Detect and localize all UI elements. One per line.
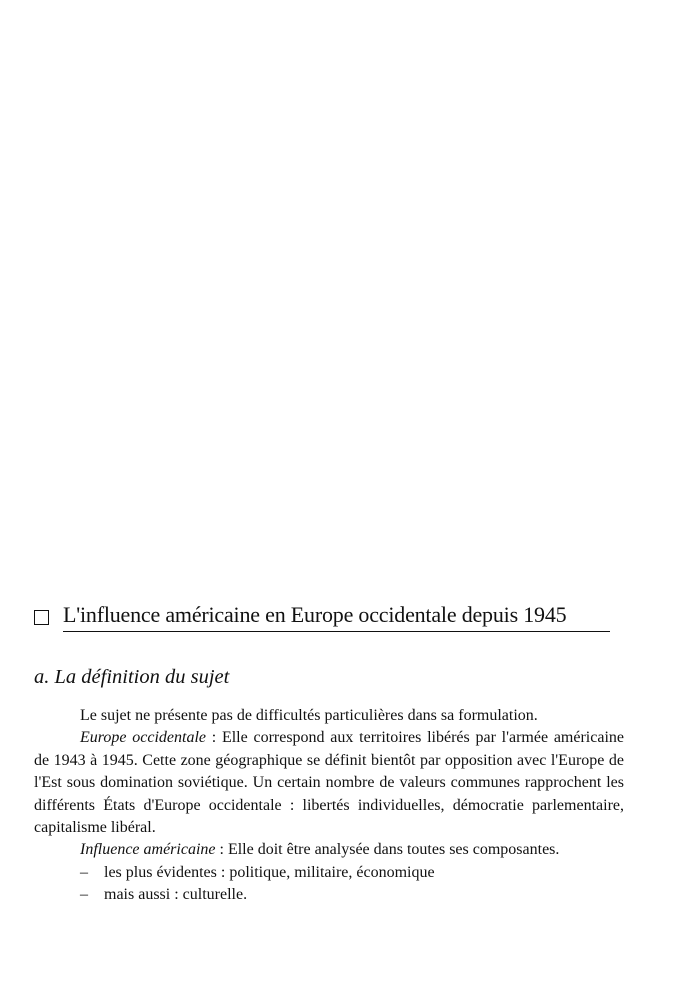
- page-title: L'influence américaine en Europe occidentale depuis 1945: [63, 601, 610, 632]
- list-item-text: les plus évidentes : politique, militaire, économique: [104, 863, 435, 881]
- dash-bullet: –: [80, 886, 88, 904]
- dash-bullet: –: [80, 863, 88, 881]
- checkbox-icon: [34, 610, 49, 625]
- list-item-text: mais aussi : culturelle.: [104, 886, 248, 904]
- section-title-row: [34, 601, 610, 632]
- paragraph-2-text: : Elle correspond aux territoires libérés par l'armée américaine de 1943 à 1945. Cette zone géographique se définit bientôt par opposition avec l'Europe de l'Est sous domination soviétique. Un certain nombre de valeurs communes rapprochent les différents États d'Europe occidentale : libertés individuelles, démocratie parlementaire, capitalisme libéral.: [34, 729, 624, 837]
- body-text: [34, 705, 624, 907]
- paragraph-2: [34, 727, 624, 839]
- paragraph-3: [34, 839, 624, 861]
- list-item: [34, 862, 624, 884]
- term-europe-occidentale: Europe occidentale: [80, 729, 206, 747]
- term-influence-americaine: Influence américaine: [80, 841, 216, 859]
- list-item: [34, 884, 624, 906]
- paragraph-1: Le sujet ne présente pas de difficultés particulières dans sa formulation.: [80, 707, 538, 724]
- paragraph-3-text: : Elle doit être analysée dans toutes ses composantes.: [215, 841, 560, 859]
- section-heading: a. La définition du sujet: [34, 666, 230, 688]
- component-list: [34, 862, 624, 907]
